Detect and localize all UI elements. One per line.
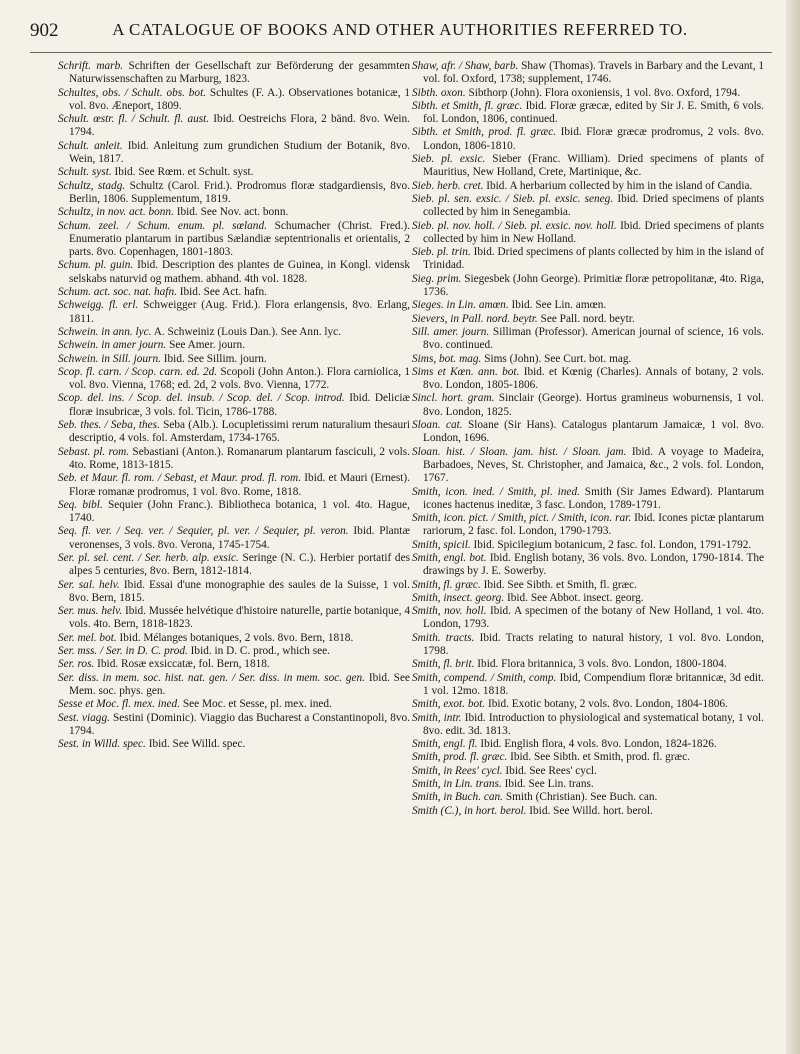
entry-abbreviation: Ser. diss. in mem. soc. hist. nat. gen. / Ser. diss. in mem. soc. gen. (58, 671, 366, 684)
entry-abbreviation: Sest. viagg. (58, 711, 110, 724)
entry-abbreviation: Schult. anleit. (58, 139, 123, 152)
entry-text: Ibid. Icones pictæ plantarum rariorum, 2 fasc. fol. London, 1790-1793. (423, 512, 764, 538)
entry-abbreviation: Ser. mus. helv. (58, 605, 123, 618)
catalogue-entry (58, 605, 410, 632)
entry-abbreviation: Ser. ros. (58, 658, 95, 671)
entry-abbreviation: Sincl. hort. gram. (412, 392, 495, 405)
entry-abbreviation: Schult. œstr. fl. / Schult. fl. aust. (58, 113, 210, 126)
catalogue-entry (412, 712, 764, 739)
catalogue-entry (58, 579, 410, 606)
entry-text: Ibid. Dried specimens of plants collected by him in the island of Trinidad. (423, 246, 764, 272)
catalogue-entry (58, 220, 410, 260)
catalogue-entry (58, 140, 410, 167)
entry-text: Ibid. Mélanges botaniques, 2 vols. 8vo. Bern, 1818. (119, 631, 354, 644)
catalogue-entry (412, 672, 764, 699)
catalogue-entry (412, 805, 764, 818)
catalogue-entry (58, 286, 410, 299)
catalogue-entry (58, 339, 410, 352)
entry-text: Ibid. See Abbot. insect. georg. (506, 591, 644, 604)
entry-abbreviation: Sieg. prim. (412, 272, 462, 285)
entry-abbreviation: Schultz, stadg. (58, 179, 126, 192)
page-header (30, 20, 770, 44)
catalogue-entry (412, 353, 764, 366)
catalogue-entry (58, 446, 410, 473)
entry-text: Seringe (N. C.). Herbier portatif des alpes 5 centuries, 8vo. Bern, 1812-1814. (69, 551, 410, 578)
entry-text: Ibid. Floræ græcæ prodromus, 2 vols. 8vo. London, 1806-1810. (423, 126, 764, 152)
catalogue-entry (58, 299, 410, 326)
entry-abbreviation: Sill. amer. journ. (412, 325, 490, 338)
entry-text: Ibid. Dried specimens of plants collected by him in New Holland. (423, 219, 764, 245)
catalogue-entry (58, 472, 410, 499)
entry-text: Ibid. Introduction to physiological and systematical botany, 1 vol. 8vo. edit. 3d. 1813. (423, 711, 764, 737)
entry-text: Ibid. See Sibth. et Smith, prod. fl. græc. (510, 751, 690, 764)
entry-abbreviation: Smith, prod. fl. græc. (412, 751, 508, 764)
entry-text: Ibid. See Sillim. journ. (163, 352, 267, 365)
entry-text: Ibid, Compendium floræ britannicæ, 3d edit. 1 vol. 12mo. 1818. (423, 671, 764, 697)
catalogue-entry (58, 353, 410, 366)
entry-abbreviation: Smith (C.), in hort. berol. (412, 804, 527, 817)
entry-text: Sebastiani (Anton.). Romanarum plantarum fasciculi, 2 vols. 4to. Rome, 1813-1815. (69, 445, 410, 471)
catalogue-entry (58, 645, 410, 658)
catalogue-entry (58, 672, 410, 699)
entry-text: Ibid. Spicilegium botanicum, 2 fasc. fol. London, 1791-1792. (473, 538, 752, 551)
entry-abbreviation: Smith, compend. / Smith, comp. (412, 671, 557, 684)
entry-abbreviation: Sibth. et Smith, prod. fl. græc. (412, 126, 557, 139)
entry-abbreviation: Smith, in Lin. trans. (412, 778, 502, 791)
catalogue-entry (412, 392, 764, 419)
entry-abbreviation: Ser. mss. / Ser. in D. C. prod. (58, 645, 188, 658)
catalogue-entry (412, 153, 764, 180)
entry-abbreviation: Smith, fl. græc. (412, 578, 481, 591)
entry-text: Schriften der Gesellschaft zur Beförderung der gesammten Naturwissenschaften zu Marburg, 1823. (69, 60, 410, 86)
entry-text: Ibid. A voyage to Madeira, Barbadoes, Neves, St. Christopher, and Jamaica, &c., 2 vols. fol. London, 1767. (423, 445, 765, 485)
entry-abbreviation: Sieb. pl. trin. (412, 246, 471, 259)
page-edge (786, 0, 800, 1054)
entry-text: Schweigger (Aug. Frid.). Flora erlangensis, 8vo. Erlang, 1811. (69, 299, 410, 325)
entry-text: Silliman (Professor). American journal of science, 16 vols. 8vo. continued. (423, 325, 764, 352)
entry-text: Sestini (Dominic). Viaggio das Bucharest a Constantinopoli, 8vo. 1794. (69, 711, 411, 737)
entry-abbreviation: Schwein. in amer journ. (58, 339, 167, 352)
entry-text: Ibid. See Willd. hort. berol. (529, 804, 653, 817)
entry-text: Ibid. See Rœm. et Schult. syst. (114, 166, 254, 179)
entry-text: Smith (Sir James Edward). Plantarum icones hactenus ineditæ, 3 fasc. London, 1789-1791. (423, 485, 764, 511)
entry-abbreviation: Sieb. pl. exsic. (412, 153, 486, 166)
entry-abbreviation: Sebast. pl. rom. (58, 445, 130, 458)
entry-text: Ibid. et Mauri (Ernest). Floræ romanæ prodromus, 1 vol. 8vo. Rome, 1818. (69, 472, 411, 498)
entry-text: Sibthorp (John). Flora oxoniensis, 1 vol. 8vo. Oxford, 1794. (468, 86, 741, 99)
catalogue-entry (412, 60, 764, 87)
catalogue-entry (412, 299, 764, 312)
catalogue-entry (58, 87, 410, 114)
entry-abbreviation: Schultz, in nov. act. bonn. (58, 206, 174, 219)
catalogue-entry (58, 419, 410, 446)
entry-text: Sieber (Franc. William). Dried specimens of plants of Mauritius, New Holland, Crete, Martinique, &c. (423, 153, 764, 179)
entry-abbreviation: Ser. sal. helv. (58, 578, 120, 591)
entry-abbreviation: Smith, in Rees' cycl. (412, 764, 503, 777)
catalogue-entry (412, 246, 764, 273)
entry-abbreviation: Shaw, afr. / Shaw, barb. (412, 60, 519, 72)
entry-abbreviation: Schum. zeel. / Schum. enum. pl. sœland. (58, 219, 267, 232)
entry-text: Scopoli (John Anton.). Flora carniolica, 1 vol. 8vo. Vienna, 1768; ed. 2d, 2 vols. 8vo. Vienna, 1772. (69, 365, 411, 392)
entry-text: Ibid. Exotic botany, 2 vols. 8vo. London, 1804-1806. (487, 698, 728, 711)
entry-text: Sims (John). See Curt. bot. mag. (484, 352, 632, 365)
catalogue-entry (58, 552, 410, 579)
entry-text: Shaw (Thomas). Travels in Barbary and the Levant, 1 vol. fol. Oxford, 1738; supplement, 1746. (423, 60, 764, 86)
entry-text: Ibid. Rosæ exsiccatæ, fol. Bern, 1818. (97, 658, 270, 671)
catalogue-entry (412, 366, 764, 393)
catalogue-entry (412, 273, 764, 300)
running-title: A CATALOGUE OF BOOKS AND OTHER AUTHORITIES REFERRED TO. (112, 20, 688, 39)
entry-abbreviation: Schwein. in ann. lyc. (58, 325, 152, 338)
catalogue-entry (412, 326, 764, 353)
entry-abbreviation: Schum. act. soc. nat. hafn. (58, 286, 177, 299)
catalogue-entry (58, 180, 410, 207)
catalogue-entry (412, 180, 764, 193)
entry-text: Ibid. et Kœnig (Charles). Annals of botany, 2 vols. 8vo. London, 1805-1806. (423, 365, 764, 392)
entry-text: Ibid. Description des plantes de Guinea, in Kongl. vidensk selskabs naturvid og mathem. abhand. 4th vol. 1828. (69, 259, 411, 285)
entry-text: Ibid. Oestreichs Flora, 2 bänd. 8vo. Wein. 1794. (69, 113, 411, 139)
entry-abbreviation: Seb. thes. / Seba, thes. (58, 419, 160, 432)
catalogue-entry (412, 605, 764, 632)
catalogue-entry (412, 539, 764, 552)
catalogue-entry (412, 100, 764, 127)
entry-abbreviation: Sieb. herb. cret. (412, 179, 484, 192)
catalogue-entry (58, 326, 410, 339)
entry-abbreviation: Smith, in Buch. can. (412, 791, 503, 804)
entry-abbreviation: Sibth. et Smith, fl. græc. (412, 99, 523, 112)
entry-text: Ibid. Flora britannica, 3 vols. 8vo. London, 1800-1804. (477, 658, 727, 671)
catalogue-entry (58, 60, 410, 87)
entry-abbreviation: Sest. in Willd. spec. (58, 738, 146, 751)
entry-abbreviation: Smith, intr. (412, 711, 462, 724)
catalogue-entry (412, 698, 764, 711)
entry-abbreviation: Sievers, in Pall. nord. beytr. (412, 312, 538, 325)
catalogue-entry (58, 206, 410, 219)
entry-text: Ibid. Mussée helvétique d'histoire naturelle, partie botanique, 4 vols. 4to. Bern, 1818-1823. (69, 605, 411, 631)
entry-abbreviation: Schrift. marb. (58, 60, 124, 72)
entry-abbreviation: Scop. fl. carn. / Scop. carn. ed. 2d. (58, 365, 218, 378)
catalogue-entry (412, 313, 764, 326)
catalogue-entry (58, 166, 410, 179)
entry-abbreviation: Smith, icon. ined. / Smith, pl. ined. (412, 485, 580, 498)
catalogue-entry (412, 419, 764, 446)
entry-text: Ibid. See Sibth. et Smith, fl. græc. (483, 578, 638, 591)
entry-abbreviation: Smith, engl. fl. (412, 738, 478, 751)
entry-text: See Moc. et Sesse, pl. mex. ined. (182, 698, 332, 711)
page-number: 902 (30, 20, 59, 41)
entry-text: Ibid. Floræ græcæ, edited by Sir J. E. Smith, 6 vols. fol. London, 1806, continued. (423, 99, 765, 126)
entry-abbreviation: Sieb. pl. sen. exsic. / Sieb. pl. exsic. seneg. (412, 192, 614, 205)
entry-text: Ibid. A herbarium collected by him in the island of Candia. (486, 179, 753, 192)
catalogue-entry (412, 552, 764, 579)
entry-text: Ibid. See Rees' cycl. (505, 764, 597, 777)
entry-abbreviation: Sims, bot. mag. (412, 352, 482, 365)
catalogue-entry (412, 791, 764, 804)
catalogue-entry (412, 765, 764, 778)
catalogue-entry (412, 126, 764, 153)
catalogue-entry (412, 751, 764, 764)
entry-abbreviation: Schultes, obs. / Schult. obs. bot. (58, 86, 207, 99)
entry-abbreviation: Seq. bibl. (58, 498, 103, 511)
entry-abbreviation: Smith. tracts. (412, 631, 475, 644)
entry-text: See Amer. journ. (169, 339, 246, 352)
catalogue-entry (58, 738, 410, 751)
entry-abbreviation: Smith, spicil. (412, 538, 471, 551)
entry-abbreviation: Schweigg. fl. erl. (58, 299, 139, 312)
entry-text: Sequier (John Franc.). Bibliotheca botanica, 1 vol. 4to. Hague, 1740. (69, 498, 411, 525)
entry-text: Ibid. See Mem. soc. phys. gen. (69, 671, 410, 697)
entry-abbreviation: Ser. mel. bot. (58, 631, 117, 644)
catalogue-entry (412, 220, 764, 247)
entry-text: Seba (Alb.). Locupletissimi rerum naturalium thesauri descriptio, 4 vols. fol. Amsterdam, 1734-1765. (69, 419, 410, 445)
entry-abbreviation: Sesse et Moc. fl. mex. ined. (58, 698, 181, 711)
entry-text: Schultes (F. A.). Observationes botanicæ, 1 vol. 8vo. Æneport, 1809. (69, 86, 410, 112)
entry-text: Ibid. A specimen of the botany of New Holland, 1 vol. 4to. London, 1793. (423, 605, 764, 631)
entry-abbreviation: Sibth. oxon. (412, 86, 466, 99)
catalogue-entry (412, 193, 764, 220)
entry-text: Sinclair (George). Hortus gramineus woburnensis, 1 vol. 8vo. London, 1825. (423, 392, 764, 418)
entry-text: Ibid. Tracts relating to natural history, 1 vol. 8vo. London, 1798. (423, 631, 765, 658)
entry-abbreviation: Scop. del. ins. / Scop. del. insub. / Scop. del. / Scop. introd. (58, 392, 345, 405)
entry-text: Ibid. Essai d'une monographie des saules de la Suisse, 1 vol. 8vo. Bern, 1815. (69, 578, 410, 604)
entry-text: Schumacher (Christ. Fred.). Enumeratio plantarum in partibus Sælandiæ septentrionalis et orientalis, 2 parts. 8vo. Copenhagen, 1801-1803. (69, 219, 410, 259)
catalogue-entry (58, 632, 410, 645)
catalogue-entry (58, 366, 410, 393)
catalogue-entry (58, 499, 410, 526)
entry-abbreviation: Smith, nov. holl. (412, 605, 487, 618)
catalogue-entry (412, 579, 764, 592)
entry-abbreviation: Sieb. pl. nov. holl. / Sieb. pl. exsic. nov. holl. (412, 219, 617, 232)
entry-abbreviation: Sloan. hist. / Sloan. jam. hist. / Sloan. jam. (412, 445, 627, 458)
catalogue-entry (412, 446, 764, 486)
entry-abbreviation: Smith, engl. bot. (412, 551, 487, 564)
catalogue-entry (412, 778, 764, 791)
catalogue-entry (58, 698, 410, 711)
entry-abbreviation: Smith, fl. brit. (412, 658, 475, 671)
entry-text: Ibid. Dried specimens of plants collected by him in Senegambia. (423, 192, 765, 219)
entry-abbreviation: Sieges. in Lin. amœn. (412, 299, 509, 312)
catalogue-entry (58, 712, 410, 739)
entry-text: Ibid. English botany, 36 vols. 8vo. London, 1790-1814. The drawings by J. E. Sowerby. (423, 551, 765, 578)
entry-abbreviation: Smith, insect. georg. (412, 591, 505, 604)
entry-text: A. Schweiniz (Louis Dan.). See Ann. lyc. (153, 325, 342, 338)
entry-text: Sloane (Sir Hans). Catalogus plantarum Jamaicæ, 1 vol. 8vo. London, 1696. (423, 419, 764, 445)
entry-text: Ibid. See Lin. amœn. (511, 299, 607, 312)
catalogue-entry (58, 113, 410, 140)
entry-text: Ibid. Deliciæ floræ insubricæ, 3 vols. fol. Ticin, 1786-1788. (69, 392, 411, 418)
entry-abbreviation: Ser. pl. sel. cent. / Ser. herb. alp. exsic. (58, 551, 239, 564)
entry-text: Ibid. Anleitung zum grundichen Studium der Botanik, 8vo. Wein, 1817. (69, 139, 411, 166)
entry-abbreviation: Seq. fl. ver. / Seq. ver. / Sequier, pl. ver. / Sequier, pl. veron. (58, 525, 349, 538)
entry-abbreviation: Schwein. in Sill. journ. (58, 352, 161, 365)
entry-abbreviation: Schult. syst. (58, 166, 112, 179)
entry-abbreviation: Seb. et Maur. fl. rom. / Sebast, et Maur. prod. fl. rom. (58, 472, 302, 485)
entry-text: Ibid. See Lin. trans. (504, 778, 594, 791)
entry-text: Ibid. English flora, 4 vols. 8vo. London, 1824-1826. (480, 738, 717, 751)
catalogue-entry (412, 592, 764, 605)
catalogue-entry (412, 486, 764, 513)
entry-text: Ibid. See Nov. act. bonn. (176, 206, 289, 219)
entry-text: Ibid. See Act. hafn. (179, 286, 267, 299)
catalogue-entry (58, 259, 410, 286)
catalogue-entry (412, 738, 764, 751)
entry-text: Ibid. in D. C. prod., which see. (190, 645, 330, 658)
entry-text: Smith (Christian). See Buch. can. (505, 791, 658, 804)
entry-text: Ibid. Plantæ veronenses, 3 vols. 8vo. Verona, 1745-1754. (69, 525, 410, 551)
right-column (412, 60, 764, 818)
catalogue-entry (412, 87, 764, 100)
catalogue-entry (58, 392, 410, 419)
catalogue-entry (412, 512, 764, 539)
left-column (58, 60, 410, 751)
entry-abbreviation: Sims et Kœn. ann. bot. (412, 365, 520, 378)
entry-text: Ibid. See Willd. spec. (148, 738, 246, 751)
entry-abbreviation: Schum. pl. guin. (58, 259, 134, 272)
header-rule (30, 52, 772, 53)
entry-text: Schultz (Carol. Frid.). Prodromus floræ stadgardiensis, 8vo. Berlin, 1806. Supplementum, 1819. (69, 179, 410, 205)
entry-abbreviation: Sloan. cat. (412, 419, 463, 432)
catalogue-entry (412, 632, 764, 659)
entry-text: Siegesbek (John George). Primitiæ floræ petropolitanæ, 4to. Riga, 1736. (423, 272, 764, 299)
entry-abbreviation: Smith, icon. pict. / Smith, pict. / Smith, icon. rar. (412, 512, 632, 525)
catalogue-entry (58, 658, 410, 671)
catalogue-entry (412, 658, 764, 671)
catalogue-entry (58, 525, 410, 552)
entry-abbreviation: Smith, exot. bot. (412, 698, 486, 711)
entry-text: See Pall. nord. beytr. (540, 312, 635, 325)
